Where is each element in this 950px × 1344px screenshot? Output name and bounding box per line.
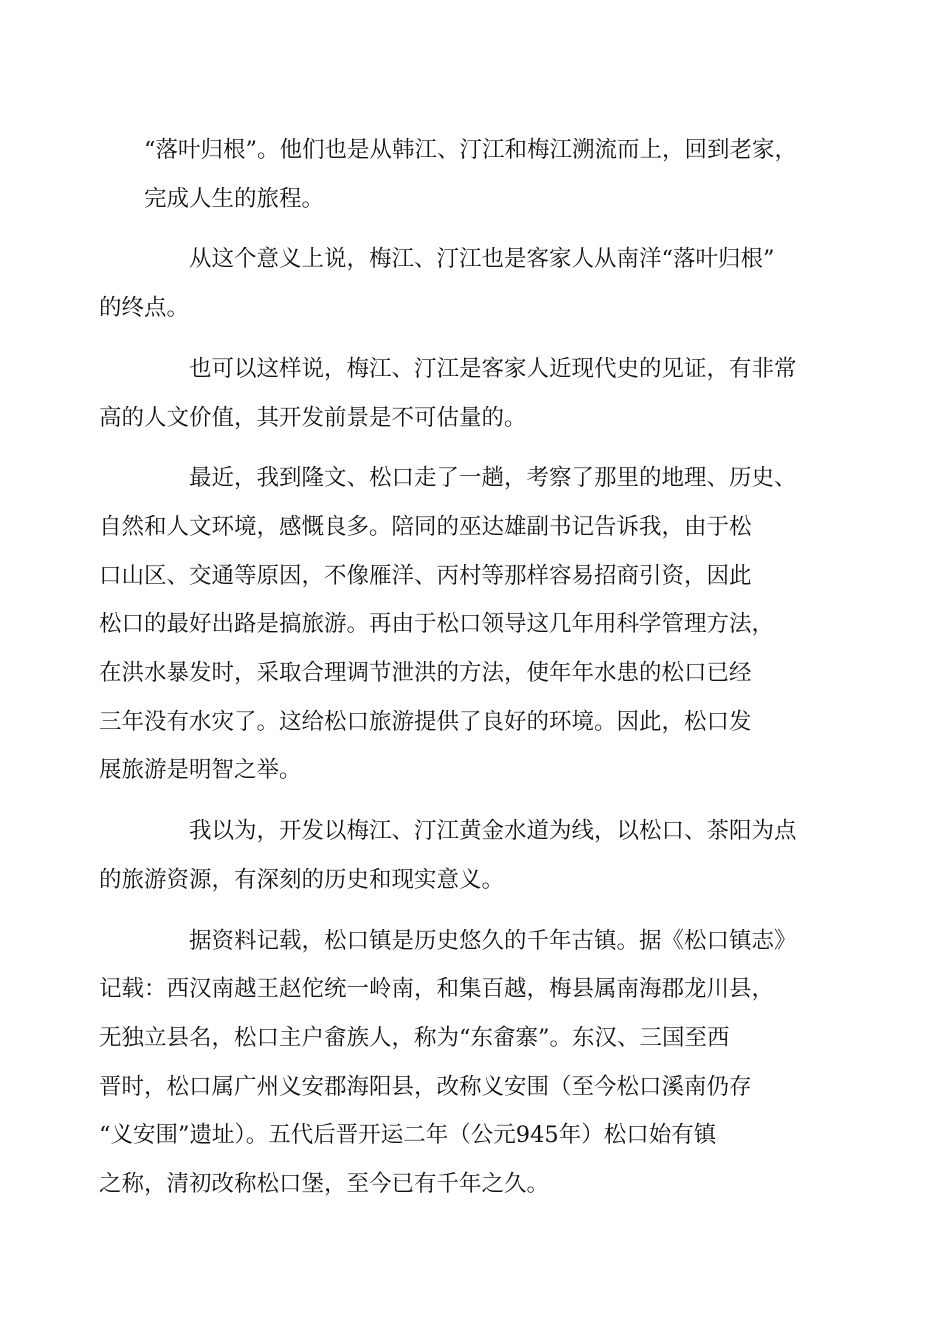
paragraph-5 [99,807,814,904]
text-line: 据资料记载，松口镇是历史悠久的千年古镇。据《松口镇志》 [189,927,797,954]
text-line: “落叶归根”。他们也是从韩江、汀江和梅江溯流而上，回到老家， [144,137,798,163]
paragraph-4 [99,454,814,795]
text-line: 无独立县名，松口主户畲族人，称为“东畲寨”。东汉、三国至西 [99,1024,730,1051]
text-line: 在洪水暴发时，采取合理调节泄洪的方法，使年年水患的松口已经 [99,660,752,687]
text-line: 从这个意义上说，梅江、汀江也是客家人从南洋“落叶归根” [189,246,775,273]
paragraph-2 [99,235,814,332]
text-line: 高的人文价值，其开发前景是不可估量的。 [99,404,527,431]
text-line: 完成人生的旅程。 [144,185,325,212]
text-line: 记载：西汉南越王赵佗统一岭南，和集百越，梅县属南海郡龙川县， [99,976,775,1003]
paragraph-6 [99,917,814,1209]
text-line: “义安围”遗址）。五代后晋开运二年（公元945年）松口始有镇 [99,1122,717,1149]
text-line: 我以为，开发以梅江、汀江黄金水道为线，以松口、茶阳为点 [189,818,797,845]
text-line: 晋时，松口属广州义安郡海阳县，改称义安围（至今松口溪南仍存 [99,1073,752,1100]
text-line: 展旅游是明智之举。 [99,757,302,784]
paragraph-3 [99,345,814,442]
text-line: 口山区、交通等原因，不像雁洋、丙村等那样容易招商引资，因此 [99,562,752,589]
text-line: 之称，清初改称松口堡，至今已有千年之久。 [99,1171,550,1198]
text-line: 自然和人文环境，感慨良多。陪同的巫达雄副书记告诉我，由于松 [99,513,752,540]
text-line: 最近，我到隆文、松口走了一趟，考察了那里的地理、历史、 [189,465,797,492]
paragraph-1 [144,126,814,223]
text-line: 也可以这样说，梅江、汀江是客家人近现代史的见证，有非常 [189,355,797,382]
text-line: 的终点。 [99,295,190,322]
document-body [99,126,814,1221]
text-line: 的旅游资源，有深刻的历史和现实意义。 [99,866,505,893]
text-line: 松口的最好出路是搞旅游。再由于松口领导这几年用科学管理方法， [99,611,775,638]
text-line: 三年没有水灾了。这给松口旅游提供了良好的环境。因此，松口发 [99,708,752,735]
